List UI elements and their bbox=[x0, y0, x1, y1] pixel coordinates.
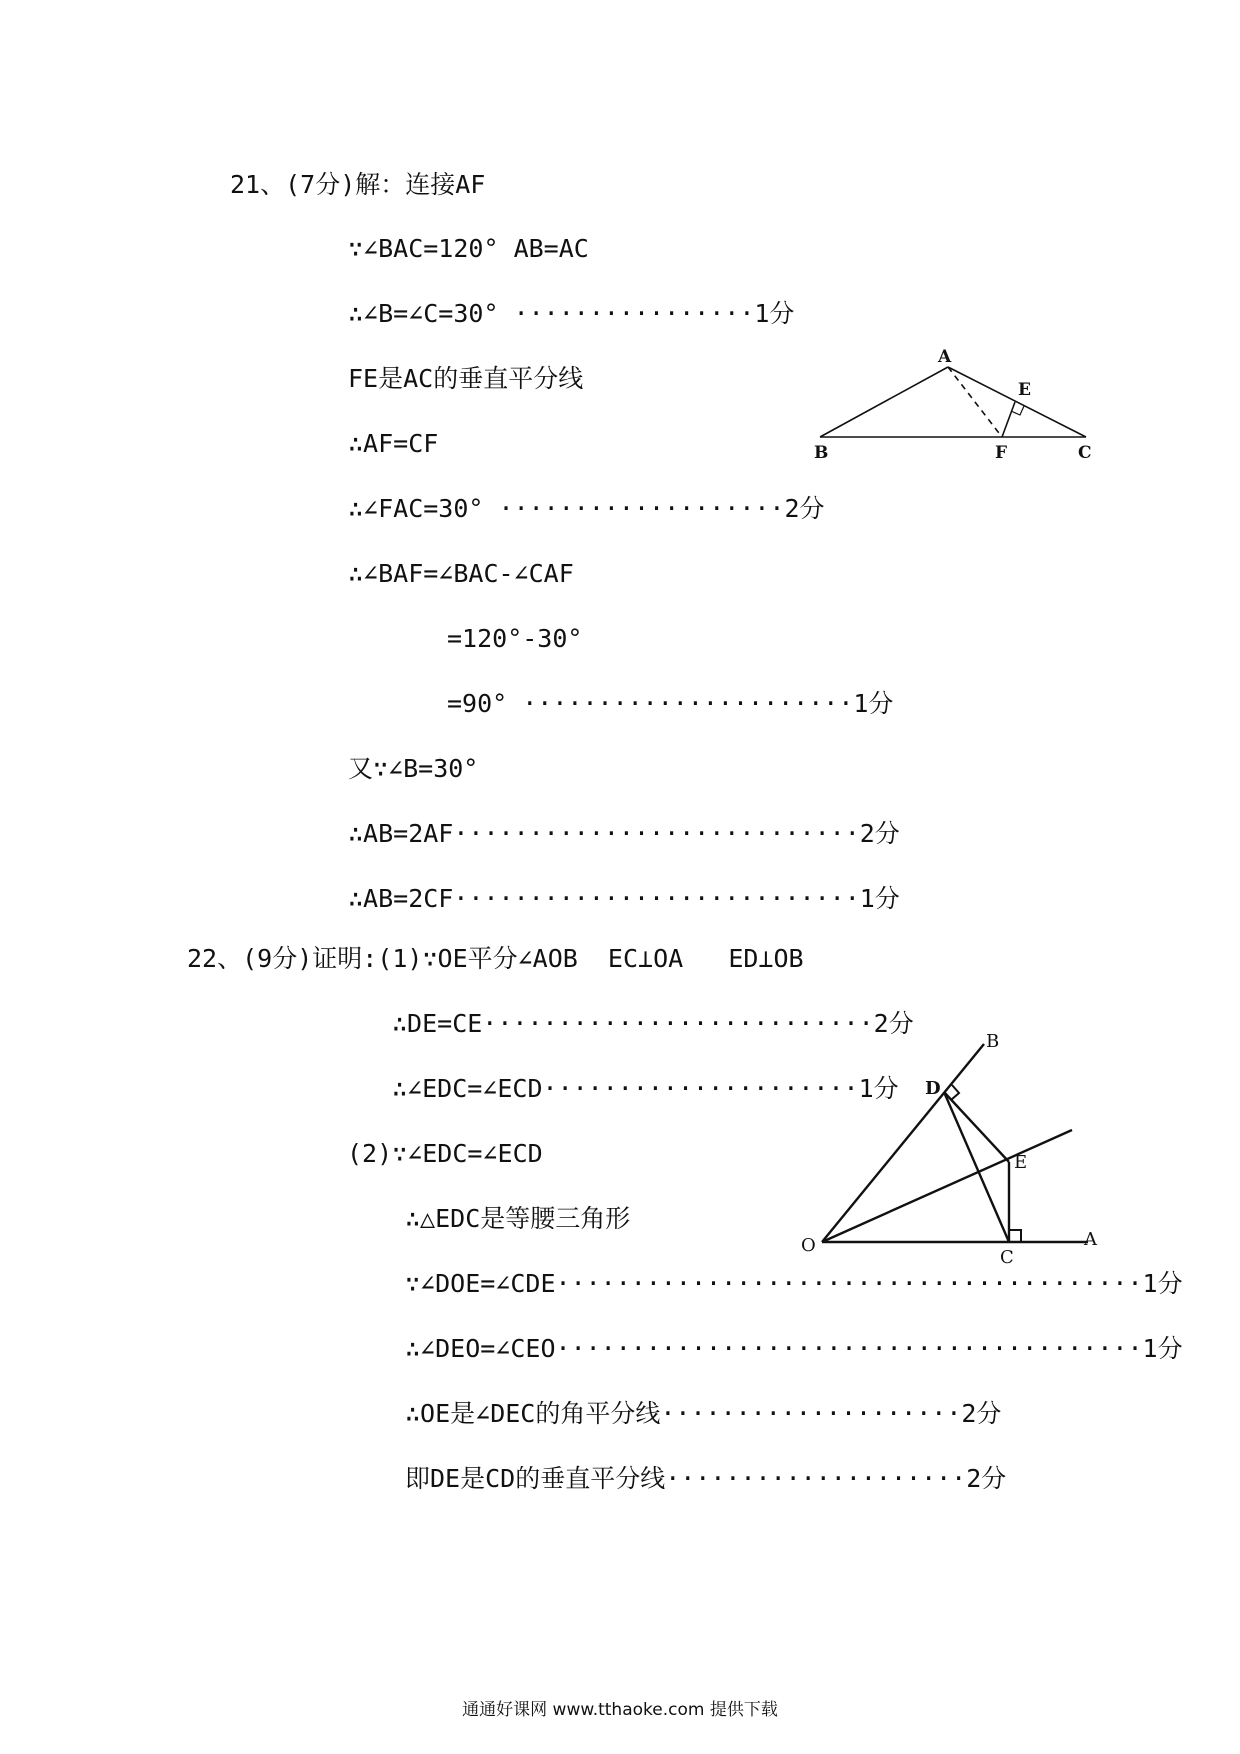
p21-line-1: ∵∠BAC=120° AB=AC bbox=[348, 234, 589, 263]
right-angle-mark-c bbox=[1009, 1230, 1021, 1242]
label-e: E bbox=[1018, 380, 1031, 400]
p22-line-6: ∴∠DEO=∠CEO·······································1分 bbox=[405, 1334, 1183, 1363]
ray-oe bbox=[822, 1130, 1072, 1242]
p22-line-5: ∵∠DOE=∠CDE·······································1分 bbox=[405, 1269, 1183, 1298]
label-d22: D bbox=[925, 1078, 941, 1099]
p21-line-8: =90° ······················1分 bbox=[447, 689, 894, 718]
p21-line-11: ∴AB=2CF···························1分 bbox=[348, 884, 900, 913]
label-a: A bbox=[938, 347, 952, 367]
p22-line-2: ∴∠EDC=∠ECD·····················1分 bbox=[392, 1074, 899, 1103]
segment-de bbox=[944, 1092, 1009, 1162]
p21-line-4: ∴AF=CF bbox=[348, 429, 439, 458]
label-c: C bbox=[1078, 443, 1092, 463]
label-f: F bbox=[995, 443, 1008, 463]
p21-line-10: ∴AB=2AF···························2分 bbox=[348, 819, 900, 848]
label-e22: E bbox=[1014, 1152, 1028, 1173]
p21-line-7: =120°-30° bbox=[447, 624, 583, 653]
right-angle-mark-d bbox=[951, 1085, 959, 1100]
p21-line-3: FE是AC的垂直平分线 bbox=[348, 364, 584, 393]
p21-line-6: ∴∠BAF=∠BAC-∠CAF bbox=[348, 559, 574, 588]
label-c22: C bbox=[1000, 1247, 1014, 1268]
p22-line-7: ∴OE是∠DEC的角平分线····················2分 bbox=[405, 1399, 1002, 1428]
p21-line-5: ∴∠FAC=30° ···················2分 bbox=[348, 494, 825, 523]
footer-credit: 通通好课网 www.tthaoke.com 提供下载 bbox=[462, 1700, 778, 1720]
p21-line-9: 又∵∠B=30° bbox=[348, 754, 479, 783]
p21-line-2: ∴∠B=∠C=30° ················1分 bbox=[348, 299, 795, 328]
label-b22: B bbox=[986, 1031, 1000, 1052]
ray-ob bbox=[822, 1044, 984, 1242]
label-b: B bbox=[814, 443, 829, 463]
p22-line-3: (2)∵∠EDC=∠ECD bbox=[347, 1139, 543, 1168]
p22-line-1: ∴DE=CE··························2分 bbox=[392, 1009, 914, 1038]
label-a22: A bbox=[1084, 1229, 1097, 1250]
segment-dc bbox=[944, 1092, 1009, 1242]
label-o: O bbox=[801, 1235, 816, 1256]
p22-line-8: 即DE是CD的垂直平分线····················2分 bbox=[405, 1464, 1007, 1493]
problem-22-header: 22、(9分)证明:(1)∵OE平分∠AOB EC⊥OA ED⊥OB bbox=[187, 944, 804, 973]
p22-line-4: ∴△EDC是等腰三角形 bbox=[405, 1204, 631, 1233]
problem-21-header: 21、(7分)解：连接AF bbox=[230, 170, 486, 199]
